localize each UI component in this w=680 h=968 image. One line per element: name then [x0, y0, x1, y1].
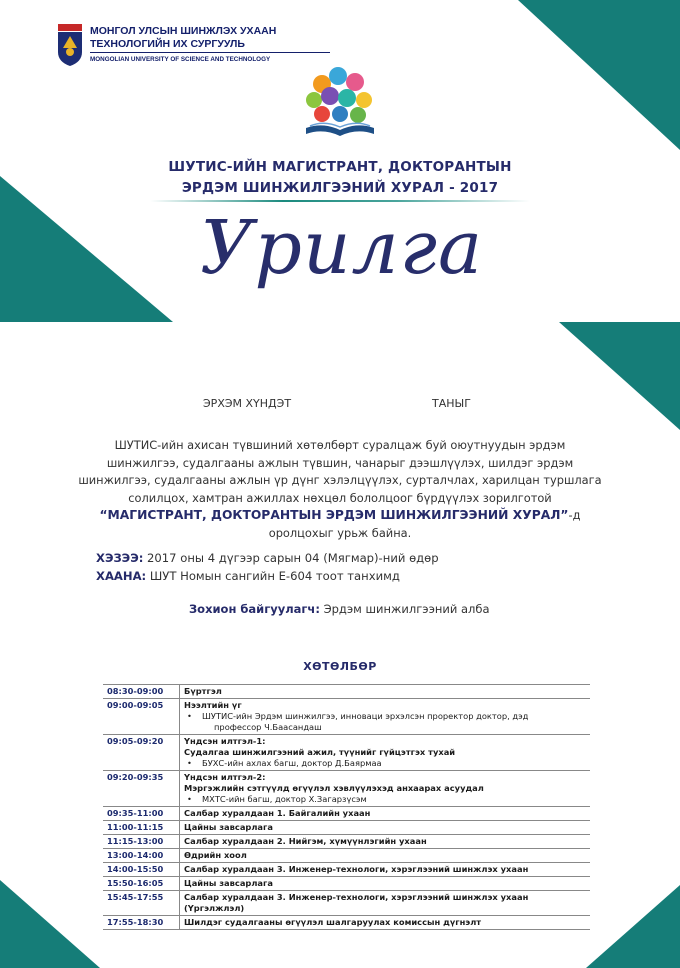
program-item	[180, 835, 591, 849]
program-item-subtitle: (Үргэлжлэл)	[184, 903, 245, 913]
program-time: 17:55-18:30	[103, 916, 180, 930]
event-organizer	[189, 602, 490, 616]
table-row	[103, 821, 590, 835]
program-item-speaker	[184, 711, 586, 722]
highlight-suffix: -д	[568, 508, 581, 523]
conference-title-line2: ЭРДЭМ ШИНЖИЛГЭЭНИЙ ХУРАЛ - 2017	[181, 180, 499, 196]
program-item-title: Салбар хуралдаан 3. Инженер-технологи, хэрэглээний шинжлэх ухаан	[184, 892, 529, 902]
program-item	[180, 699, 591, 735]
speaker-text: БУХС-ийн ахлах багш, доктор Д.Баярмаа	[202, 758, 382, 768]
bullet-icon: •	[187, 758, 192, 768]
program-time: 09:35-11:00	[103, 807, 180, 821]
program-time: 15:50-16:05	[103, 877, 180, 891]
program-item-speaker-cont: профессор Ч.Баасандаш	[214, 722, 322, 732]
program-time: 11:00-11:15	[103, 821, 180, 835]
program-item	[180, 916, 591, 930]
bullet-icon: •	[187, 711, 192, 721]
program-item	[180, 877, 591, 891]
program-time: 13:00-14:00	[103, 849, 180, 863]
logo-divider	[90, 52, 330, 53]
table-row	[103, 849, 590, 863]
program-item	[180, 807, 591, 821]
program-item-subtitle: Судалгаа шинжилгээний ажил, түүнийг гүйцэтгэх тухай	[184, 747, 456, 757]
program-item	[180, 821, 591, 835]
organizer-value: Эрдэм шинжилгээний алба	[323, 602, 490, 616]
invitation-heading: Урилга	[200, 205, 484, 291]
program-time: 09:20-09:35	[103, 771, 180, 807]
program-item-subtitle: Мэргэжлийн сэтгүүлд өгүүлэл хэвлүүлэхэд анхаарах асуудал	[184, 783, 484, 793]
program-item	[180, 771, 591, 807]
program-item-title: Цайны завсарлага	[184, 878, 273, 888]
table-row	[103, 771, 590, 807]
university-name-en: MONGOLIAN UNIVERSITY OF SCIENCE AND TECHNOLOGY	[90, 56, 271, 63]
program-item	[180, 735, 591, 771]
program-time: 09:00-09:05	[103, 699, 180, 735]
program-item-title: Цайны завсарлага	[184, 822, 273, 832]
university-seal-icon	[57, 22, 83, 66]
conference-title-line1: ШУТИС-ИЙН МАГИСТРАНТ, ДОКТОРАНТЫН	[168, 159, 512, 175]
body-line: оролцохыг урьж байна.	[268, 525, 412, 540]
body-line: солилцох, хамтран ажиллах нөхцөл бололцоог бүрдүүлэх зорилготой	[128, 490, 552, 505]
bullet-icon: •	[187, 794, 192, 804]
program-item-speaker	[184, 794, 586, 805]
program-table	[103, 684, 590, 930]
program-item-title: Салбар хуралдаан 3. Инженер-технологи, хэрэглээний шинжлэх ухаан	[184, 864, 529, 874]
where-value: ШУТ Номын сангийн Е-604 тоот танхимд	[149, 569, 400, 583]
table-row	[103, 891, 590, 916]
program-time: 14:00-15:50	[103, 863, 180, 877]
event-where	[96, 569, 400, 583]
table-row	[103, 863, 590, 877]
program-title: ХӨТӨЛБӨР	[303, 660, 377, 673]
program-item-title: Салбар хуралдаан 2. Нийгэм, хүмүүнлэгийн ухаан	[184, 836, 427, 846]
program-item	[180, 891, 591, 916]
invitation-body	[60, 437, 620, 543]
table-row	[103, 699, 590, 735]
program-item-title: Бүртгэл	[184, 686, 222, 696]
program-item-title: Үндсэн илтгэл-2:	[184, 772, 266, 782]
speaker-text: ШУТИС-ийн Эрдэм шинжилгээ, инноваци эрхэлсэн проректор доктор, дэд	[202, 711, 529, 721]
when-value: 2017 оны 4 дүгээр сарын 04 (Мягмар)-ний өдөр	[147, 551, 439, 565]
program-item-title: Нээлтийн үг	[184, 700, 242, 710]
body-line: шинжилгээ, судалгааны ажлын түвшин, чанарыг дээшлүүлэх, шилдэг эрдэм	[106, 455, 574, 470]
program-item-title: Өдрийн хоол	[184, 850, 247, 860]
body-line: шинжилгээ, судалгааны ажлын үр дүнг хэлэлцүүлэх, сурталчлах, харилцан туршлага	[78, 473, 602, 488]
program-time: 11:15-13:00	[103, 835, 180, 849]
program-item-title: Үндсэн илтгэл-1:	[184, 736, 266, 746]
salutation-dear: ЭРХЭМ ХҮНДЭТ	[203, 397, 292, 410]
organizer-label: Зохион байгуулагч:	[189, 602, 320, 616]
university-name-mn-line1: МОНГОЛ УЛСЫН ШИНЖЛЭХ УХААН	[90, 25, 277, 37]
conference-book-icon	[300, 62, 380, 140]
salutation-you: ТАНЫГ	[432, 397, 471, 410]
table-row	[103, 835, 590, 849]
table-row	[103, 735, 590, 771]
event-when	[96, 551, 439, 565]
table-row	[103, 685, 590, 699]
table-row	[103, 807, 590, 821]
program-item	[180, 849, 591, 863]
program-item-title: Шилдэг судалгааны өгүүлэл шалгаруулах комиссын дүгнэлт	[184, 917, 482, 927]
program-item	[180, 863, 591, 877]
where-label: ХААНА:	[96, 569, 147, 583]
program-item	[180, 685, 591, 699]
program-time: 15:45-17:55	[103, 891, 180, 916]
program-time: 08:30-09:00	[103, 685, 180, 699]
body-highlight-line	[60, 507, 620, 525]
speaker-text: МХТС-ийн багш, доктор Х.Загарзүсэм	[202, 794, 367, 804]
program-item-title: Салбар хуралдаан 1. Байгалийн ухаан	[184, 808, 371, 818]
title-divider	[150, 200, 530, 202]
university-name-mn-line2: ТЕХНОЛОГИЙН ИХ СУРГУУЛЬ	[90, 38, 245, 50]
conference-name-highlight: “МАГИСТРАНТ, ДОКТОРАНТЫН ЭРДЭМ ШИНЖИЛГЭЭНИЙ ХУРАЛ”	[99, 508, 569, 523]
table-row	[103, 877, 590, 891]
program-time: 09:05-09:20	[103, 735, 180, 771]
when-label: ХЭЗЭЭ:	[96, 551, 144, 565]
table-row	[103, 916, 590, 930]
program-item-speaker	[184, 758, 586, 769]
body-line: ШУТИС-ийн ахисан түвшиний хөтөлбөрт суралцаж буй оюутнуудын эрдэм	[114, 438, 566, 452]
